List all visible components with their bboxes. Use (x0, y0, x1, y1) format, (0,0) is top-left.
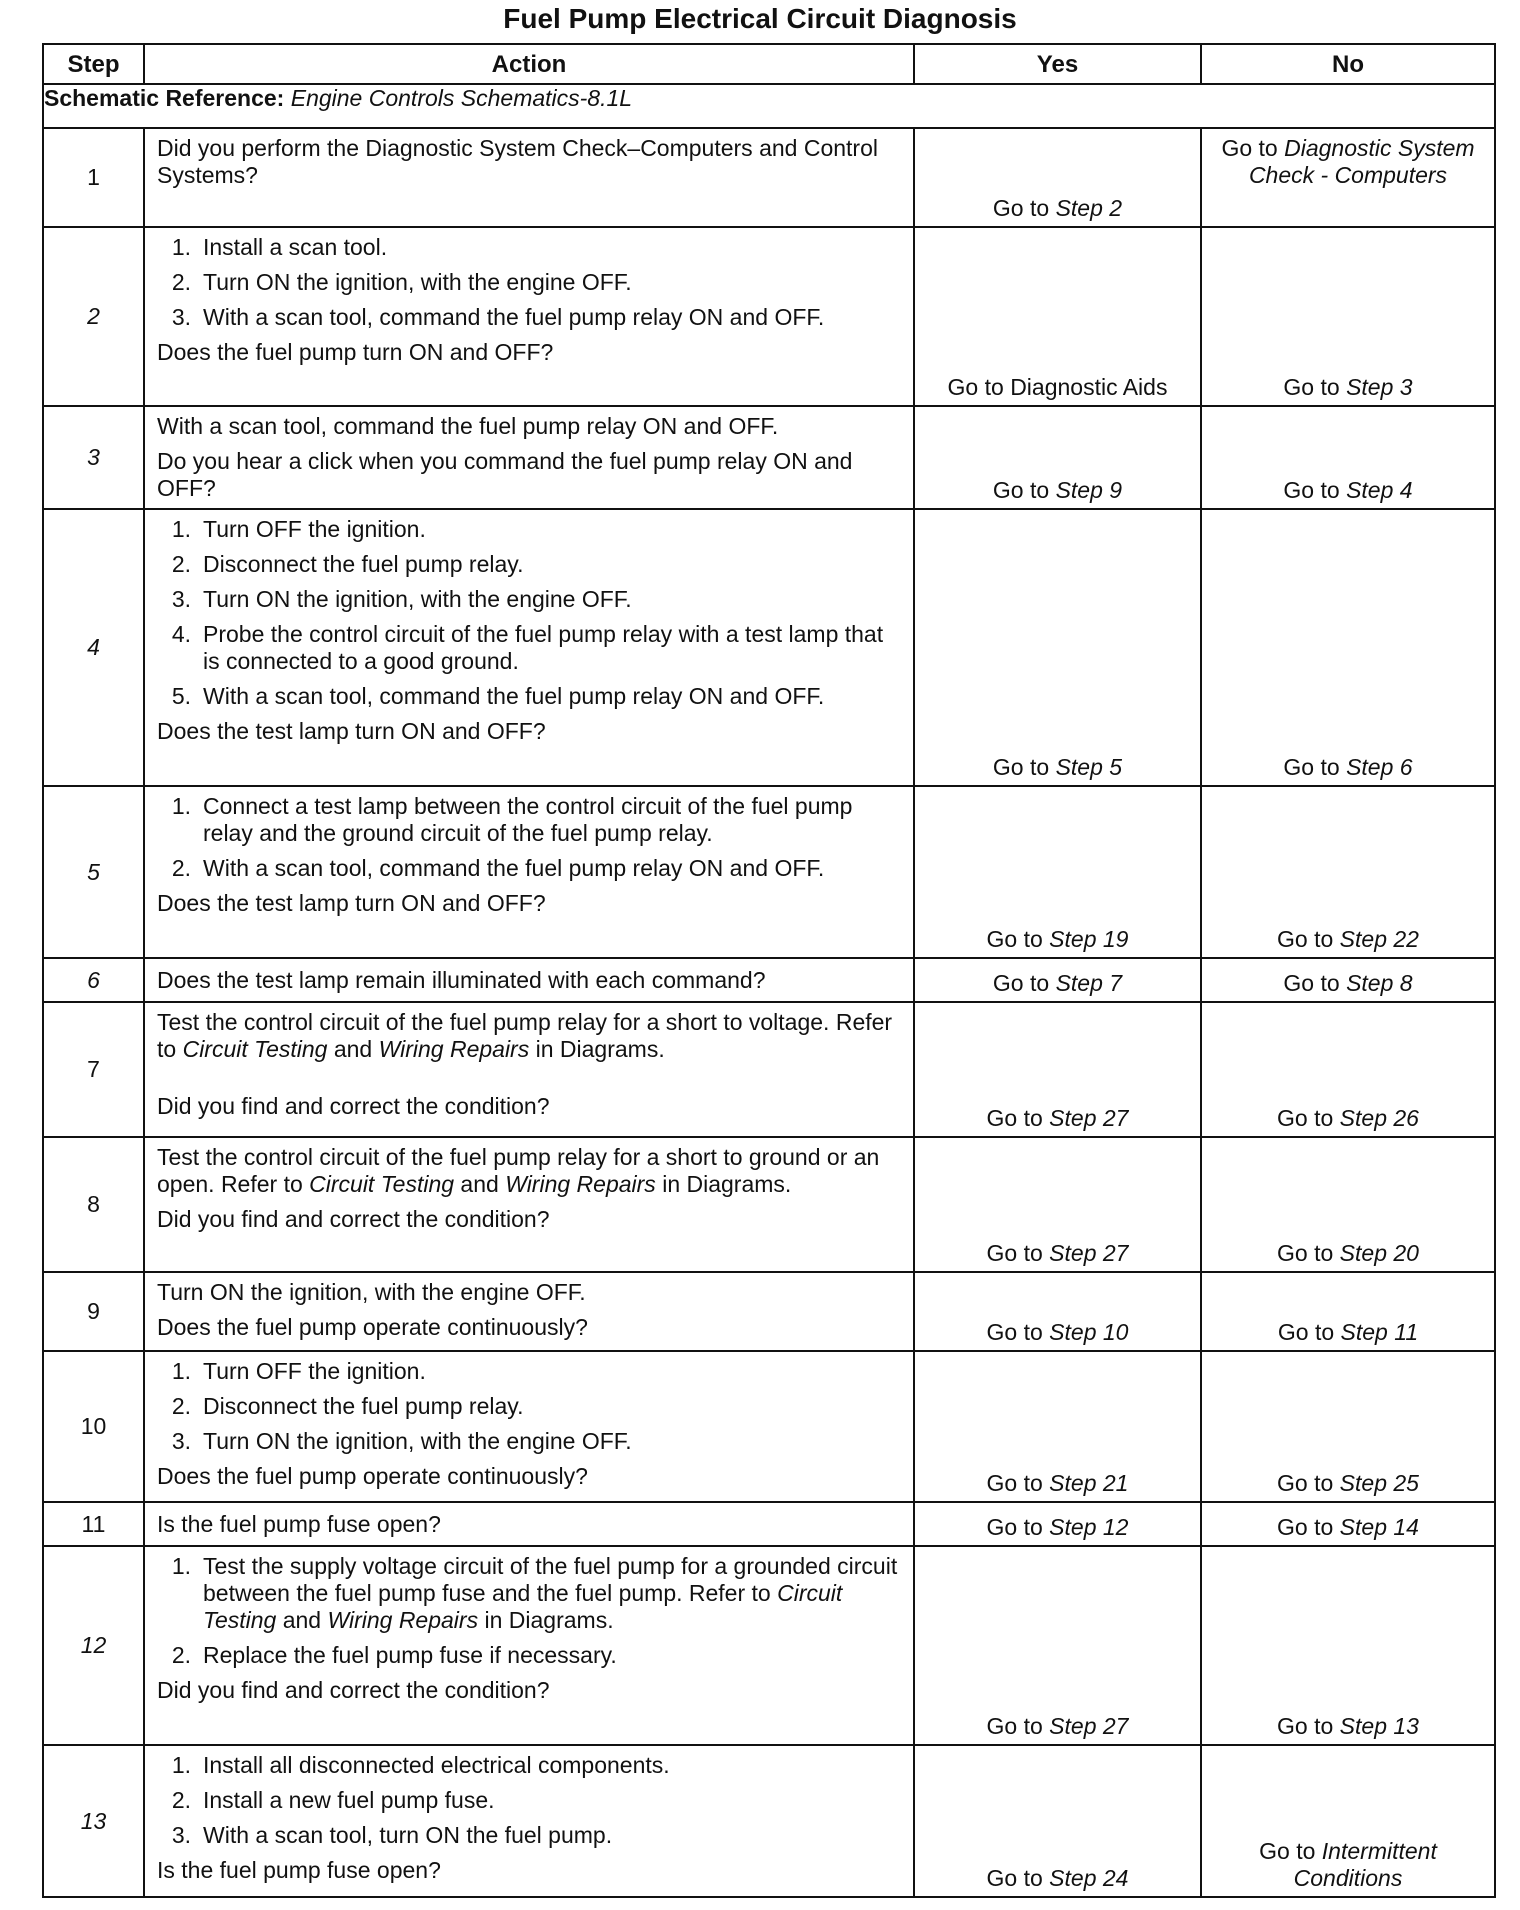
table-row (43, 1351, 1495, 1502)
action-question: Does the fuel pump operate continuously? (157, 1463, 588, 1489)
yes-cell (914, 1272, 1201, 1351)
action-text: Test the control circuit of the fuel pump relay for a short to ground or an open. Refer to Circuit Testing and Wiring Repairs in Diagrams. (157, 1144, 880, 1197)
list-item: 2. Disconnect the fuel pump relay. (171, 1393, 524, 1419)
action-list (157, 1752, 903, 1849)
table-row (43, 1137, 1495, 1272)
action-cell (144, 1272, 914, 1351)
action-cell (144, 786, 914, 958)
action-question: Did you find and correct the condition? (157, 1093, 550, 1119)
yes-text: Go to Step 27 (986, 1105, 1129, 1131)
schematic-value: Engine Controls Schematics-8.1L (290, 85, 633, 111)
header-row (43, 44, 1495, 84)
list-item: 1. Test the supply voltage circuit of the fuel pump for a grounded circuit between the fuel pump fuse and the fuel pump. Refer to Circuit Testing and Wiring Repairs in Diagrams. (171, 1553, 898, 1633)
step-number: 3 (43, 406, 144, 509)
action-question: Does the test lamp turn ON and OFF? (157, 890, 546, 916)
action-list (157, 1553, 903, 1669)
action-question: Do you hear a click when you command the fuel pump relay ON and OFF? (157, 448, 853, 501)
yes-text: Go to Step 21 (986, 1470, 1129, 1496)
action-cell (144, 406, 914, 509)
action-list (157, 234, 903, 331)
header-step: Step (43, 44, 144, 84)
step-number: 7 (43, 1002, 144, 1137)
no-cell (1201, 509, 1495, 786)
list-item: 1. Install a scan tool. (171, 234, 388, 260)
table-row (43, 1272, 1495, 1351)
no-text: Go to Step 11 (1277, 1319, 1419, 1345)
header-action: Action (144, 44, 914, 84)
no-cell (1201, 1351, 1495, 1502)
action-cell (144, 128, 914, 227)
table-row (43, 509, 1495, 786)
yes-cell (914, 128, 1201, 227)
no-cell (1201, 1137, 1495, 1272)
yes-cell (914, 509, 1201, 786)
table-row (43, 1546, 1495, 1745)
no-cell (1201, 1002, 1495, 1137)
step-number: 10 (43, 1351, 144, 1502)
yes-cell (914, 1546, 1201, 1745)
action-text: With a scan tool, command the fuel pump relay ON and OFF. (157, 413, 779, 439)
yes-text: Go to Step 10 (986, 1319, 1129, 1345)
yes-cell (914, 1002, 1201, 1137)
action-question: Did you find and correct the condition? (157, 1677, 550, 1703)
no-text: Go to Step 25 (1277, 1470, 1419, 1496)
action-cell (144, 1137, 914, 1272)
list-item: 3. With a scan tool, turn ON the fuel pump. (171, 1822, 613, 1848)
no-cell (1201, 958, 1495, 1002)
yes-cell (914, 227, 1201, 406)
no-cell (1201, 406, 1495, 509)
action-text: Test the control circuit of the fuel pump relay for a short to voltage. Refer to Circuit Testing and Wiring Repairs in Diagrams. (157, 1009, 893, 1062)
list-item: 3. Turn ON the ignition, with the engine OFF. (171, 1428, 632, 1454)
yes-cell (914, 958, 1201, 1002)
yes-cell (914, 1351, 1201, 1502)
no-text: Go to Step 13 (1277, 1713, 1419, 1739)
header-no: No (1201, 44, 1495, 84)
schematic-reference (43, 84, 1495, 128)
action-cell (144, 227, 914, 406)
yes-cell (914, 406, 1201, 509)
no-text: Go to Step 26 (1277, 1105, 1419, 1131)
action-text: Is the fuel pump fuse open? (157, 1510, 441, 1537)
yes-cell (914, 1137, 1201, 1272)
yes-text: Go to Step 27 (986, 1713, 1129, 1739)
action-question: Did you find and correct the condition? (157, 1206, 550, 1232)
yes-cell (914, 786, 1201, 958)
list-item: 5. With a scan tool, command the fuel pump relay ON and OFF. (171, 683, 825, 709)
yes-text: Go to Step 7 (992, 970, 1123, 996)
action-cell (144, 1502, 914, 1546)
action-text: Did you perform the Diagnostic System Check–Computers and Control Systems? (157, 135, 878, 188)
list-item: 2. With a scan tool, command the fuel pump relay ON and OFF. (171, 855, 825, 881)
no-text: Go to Step 4 (1283, 477, 1413, 503)
yes-text: Go to Step 19 (986, 926, 1129, 952)
list-item: 2. Install a new fuel pump fuse. (171, 1787, 495, 1813)
no-cell (1201, 1502, 1495, 1546)
step-number: 1 (43, 128, 144, 227)
action-cell (144, 1745, 914, 1897)
action-list (157, 516, 903, 710)
list-item: 3. With a scan tool, command the fuel pump relay ON and OFF. (171, 304, 825, 330)
table-row (43, 406, 1495, 509)
list-item: 1. Turn OFF the ignition. (171, 1358, 426, 1384)
step-number: 4 (43, 509, 144, 786)
schematic-reference-row (43, 84, 1495, 128)
action-cell (144, 1351, 914, 1502)
schematic-label: Schematic Reference: (44, 85, 285, 111)
no-cell (1201, 786, 1495, 958)
yes-cell (914, 1745, 1201, 1897)
table-row (43, 786, 1495, 958)
action-question: Is the fuel pump fuse open? (157, 1857, 441, 1883)
table-row (43, 1502, 1495, 1546)
yes-cell (914, 1502, 1201, 1546)
action-cell (144, 1002, 914, 1137)
no-text: Go to Diagnostic System Check - Computers (1221, 135, 1475, 188)
action-question: Does the fuel pump turn ON and OFF? (157, 339, 554, 365)
step-number: 2 (43, 227, 144, 406)
yes-text: Go to Step 2 (992, 195, 1123, 221)
action-cell (144, 1546, 914, 1745)
no-cell (1201, 128, 1495, 227)
action-list (157, 793, 903, 882)
action-text: Turn ON the ignition, with the engine OFF. (157, 1279, 586, 1305)
list-item: 4. Probe the control circuit of the fuel pump relay with a test lamp that is connected to a good ground. (171, 621, 884, 674)
table-row (43, 958, 1495, 1002)
no-text: Go to Step 6 (1283, 754, 1413, 780)
diagnosis-table (42, 43, 1496, 1898)
yes-text: Go to Step 27 (986, 1240, 1129, 1266)
list-item: 2. Disconnect the fuel pump relay. (171, 551, 524, 577)
action-list (157, 1358, 903, 1455)
no-cell (1201, 1745, 1495, 1897)
no-text: Go to Intermittent Conditions (1259, 1838, 1437, 1891)
header-yes: Yes (914, 44, 1201, 84)
no-text: Go to Step 22 (1277, 926, 1419, 952)
yes-text: Go to Step 5 (992, 754, 1123, 780)
list-item: 3. Turn ON the ignition, with the engine OFF. (171, 586, 632, 612)
step-number: 8 (43, 1137, 144, 1272)
list-item: 1. Turn OFF the ignition. (171, 516, 426, 542)
no-text: Go to Step 20 (1277, 1240, 1419, 1266)
action-text: Does the test lamp remain illuminated with each command? (157, 966, 766, 993)
table-row (43, 1745, 1495, 1897)
no-text: Go to Step 3 (1283, 374, 1413, 400)
table-row (43, 1002, 1495, 1137)
table-row (43, 227, 1495, 406)
yes-text: Go to Step 24 (986, 1865, 1129, 1891)
list-item: 1. Install all disconnected electrical components. (171, 1752, 670, 1778)
action-cell (144, 958, 914, 1002)
action-cell (144, 509, 914, 786)
yes-text: Go to Step 9 (992, 477, 1123, 503)
action-question: Does the fuel pump operate continuously? (157, 1314, 588, 1340)
table-row (43, 128, 1495, 227)
no-cell (1201, 227, 1495, 406)
action-question: Does the test lamp turn ON and OFF? (157, 718, 546, 744)
yes-text: Go to Step 12 (986, 1514, 1129, 1540)
step-number: 6 (43, 958, 144, 1002)
no-cell (1201, 1546, 1495, 1745)
step-number: 9 (43, 1272, 144, 1351)
no-text: Go to Step 8 (1283, 970, 1413, 996)
no-cell (1201, 1272, 1495, 1351)
yes-text: Go to Diagnostic Aids (947, 374, 1168, 400)
step-number: 12 (43, 1546, 144, 1745)
no-text: Go to Step 14 (1277, 1514, 1419, 1540)
list-item: 2. Turn ON the ignition, with the engine OFF. (171, 269, 632, 295)
list-item: 2. Replace the fuel pump fuse if necessary. (171, 1642, 617, 1668)
step-number: 5 (43, 786, 144, 958)
list-item: 1. Connect a test lamp between the control circuit of the fuel pump relay and the ground circuit of the fuel pump relay. (171, 793, 853, 846)
step-number: 11 (43, 1502, 144, 1546)
step-number: 13 (43, 1745, 144, 1897)
page-title: Fuel Pump Electrical Circuit Diagnosis (503, 3, 1017, 34)
